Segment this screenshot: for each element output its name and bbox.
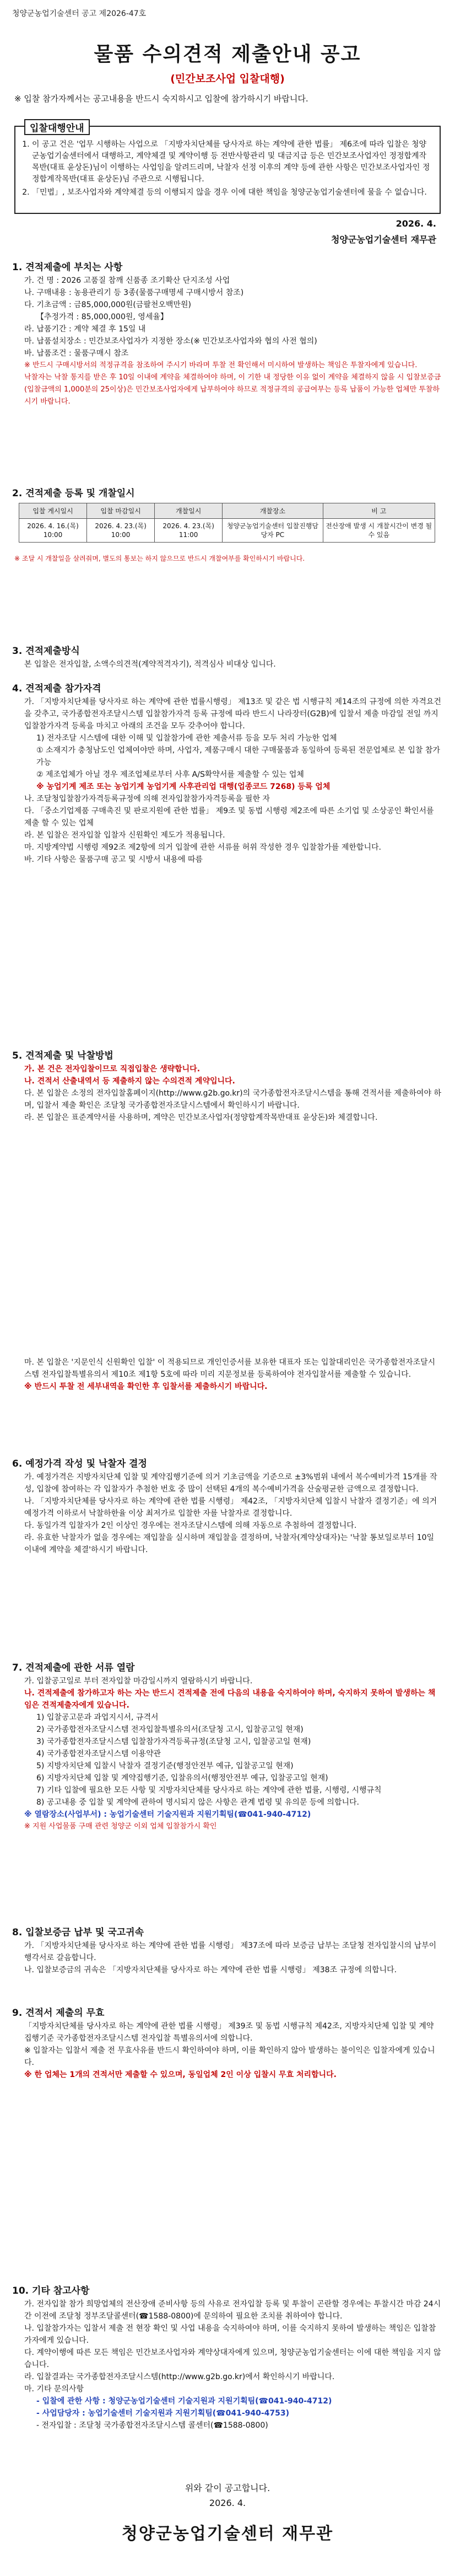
section-2-note: ※ 조달 시 개찰일을 살려줘며, 별도의 통보는 하지 않으므로 반드시 개찰여부를 확인하시기 바랍니다. — [14, 555, 305, 562]
sec4-line: 나. 조달청입찰참가자격등록규정에 의해 전자입찰참가자격등록을 필한 자 — [24, 795, 270, 803]
section-4-body — [14, 696, 442, 866]
sec9-line: ※ 입찰자는 입찰서 제출 전 무효사유를 반드시 확인하여야 하며, 이를 확인하지 않아 발생하는 불이익은 입찰자에게 있습니다. — [24, 2046, 435, 2067]
sec7-line: ※ 열람장소(사업부서) : 농업기술센터 기술지원과 지원기획팀(☎041-940-4712) — [24, 1810, 311, 1819]
section-9-body — [14, 2020, 442, 2081]
page-title: 물품 수의견적 제출안내 공고 — [94, 43, 361, 66]
table-header: 비 고 — [323, 503, 435, 519]
sec6-line: 다. 동일가격 입찰자가 2인 이상인 경우에는 전자조달시스템에 의해 자동으로 추첨하여 결정합니다. — [24, 1521, 357, 1530]
sec1-line: 마. 납품설치장소 : 민간보조사업자가 지정한 장소(※ 민간보조사업자와 협의 사전 협의) — [24, 337, 317, 346]
section-6-body — [14, 1471, 442, 1556]
sec4-line: 라. 본 입찰은 전자입찰 입찰자 신원확인 제도가 적용됩니다. — [24, 831, 225, 840]
sec6-line: 라. 유효한 낙찰자가 없을 경우에는 재입찰을 실시하며 재입찰을 결정하며, 낙찰자(계약상대자)는 '낙찰 통보일로부터 10일 이내에 계약을 체결'하시기 바랍니다. — [24, 1533, 435, 1554]
sec3-line: 본 입찰은 전자입찰, 소액수의견적(계약적격자기), 적격심사 비대상 입니다. — [24, 660, 276, 669]
sec4-line: 가. 「지방자치단체를 당사자로 하는 계약에 관한 법률시행령」 제13조 및 같은 법 시행규칙 제14조의 규정에 의한 자격요건을 갖추고, 국가종합전자조달시스템 입찰참가자격 등록 규정에 따라 반드시 나라장터(G2B)에 입찰서 제출 마감일 전일 까지 입찰참가자격 등록을 마치고 아래의 조건을 모두 갖추어야 합니다. — [24, 697, 441, 731]
sec10-line: 마. 기타 문의사항 — [24, 2385, 84, 2393]
section-1-body — [14, 275, 442, 408]
sec6-line: 나. 「지방자치단체를 당사자로 하는 계약에 관한 법률 시행령」 제42조, 「지방자치단체 입찰시 낙찰자 결정기준」에 의거 예정가격 이하로서 낙찰하한율 이상 최저가로 입찰한 자를 낙찰자로 결정합니다. — [24, 1497, 437, 1518]
closing-statement: 위와 같이 공고합니다. — [185, 2483, 270, 2493]
sec7-line: 6) 지방자치단체 입찰 및 계약집행기준, 입찰유의서(행정안전부 예규, 입찰공고일 현재) — [36, 1774, 328, 1783]
sec7-line: 5) 지방자치단체 입찰시 낙찰자 결정기준(행정안전부 예규, 입찰공고일 현재) — [36, 1762, 294, 1770]
section-4-title: 4. 견적제출 참가자격 — [12, 683, 101, 694]
sec5-note: ※ 반드시 투찰 전 세부내역을 확인한 후 입찰서를 제출하시기 바랍니다. — [24, 1382, 268, 1391]
sec7-line: 1) 입찰공고문과 과업지시서, 규격서 — [36, 1713, 159, 1722]
sec4-line: 마. 지방계약법 시행령 제92조 제2항에 의거 입찰에 관한 서류를 허위 작성한 경우 입찰참가를 제한합니다. — [24, 843, 381, 852]
section-5-after — [14, 1356, 442, 1393]
sec9-line: 「지방자치단체를 당사자로 하는 계약에 관한 법률 시행령」 제39조 및 동법 시행규칙 제42조, 지방자치단체 입찰 및 계약 집행기준 국가종합전자조달시스템 전자입찰 특별유의서에 의합니다. — [24, 2022, 434, 2043]
sec6-line: 가. 예정가격은 지방자치단체 입찰 및 계약집행기준에 의거 기초금액을 기준으로 ±3%범위 내에서 복수예비가격 15개를 작성, 입찰에 참여하는 각 입찰자가 추첨한 번호 중 많이 선택된 4개의 복수예비가격을 산술평균한 금액으로 결정합니다. — [24, 1473, 437, 1494]
sec1-line: 바. 납품조건 : 물품구매시 참조 — [24, 349, 129, 358]
sec5-line: 나. 견적서 산출내역서 등 제출하지 않는 수의견적 계약입니다. — [24, 1077, 235, 1086]
sec9-line: ※ 한 업체는 1개의 견적서만 제출할 수 있으며, 동일업체 2인 이상 입찰시 무효 처리합니다. — [24, 2070, 337, 2079]
sec5-line: 라. 본 입찰은 표준계약서를 사용하며, 계약은 민간보조사업자(정양합계작목반대표 윤상돈)와 체결합니다. — [24, 1113, 378, 1122]
table-header: 입찰 게시일시 — [19, 503, 87, 519]
section-1-title: 1. 견적제출에 부치는 사항 — [12, 262, 123, 273]
section-9-title: 9. 견적서 제출의 무효 — [12, 2008, 105, 2019]
sec4-line: 1) 전자조달 시스템에 대한 이해 및 입찰참가에 관한 제출서류 등을 모두 처리 가능한 업체 — [36, 734, 337, 743]
sec7-line: 2) 국가종합전자조달시스템 전자입찰특별유의서(조달청 고시, 입찰공고일 현재) — [36, 1725, 304, 1734]
sec7-line: 3) 국가종합전자조달시스템 입찰참가자격등록규정(조달청 고시, 입찰공고일 현재) — [36, 1737, 311, 1746]
notice-label: 입찰대행안내 — [24, 119, 90, 135]
sec7-line: ※ 지원 사업물품 구매 관련 청양군 이외 업체 입찰참가시 확인 — [24, 1822, 217, 1831]
sec1-line: 【추정가격 : 85,000,000원, 영세율】 — [36, 313, 168, 321]
table-cell: 청양군농업기술센터 입찰진행담당자 PC — [223, 519, 323, 543]
notice-date: 2026. 4. — [396, 218, 436, 229]
sec4-line: ① 소재지가 충청남도인 업체여야만 하며, 사업자, 제품구매시 대한 구매물품과 동일하여 등록된 전문업체로 본 입찰 참가 가능 — [36, 746, 440, 767]
sec5-after-line: 마. 본 입찰은 '지문인식 신원확인 입찰' 이 적용되므로 개인인증서를 보유한 대표자 또는 입찰대리인은 국가종합전자조달시스템 전자입찰특별유의서 제10조 제1항 5호에 따라 미리 지문정보를 등록하여야 전자입찰서를 제출할 수 있습니다. — [24, 1358, 436, 1379]
sec5-line: 가. 본 건은 전자입찰이므로 직접입찰은 생략합니다. — [24, 1065, 201, 1074]
section-5-title: 5. 견적제출 및 낙찰방법 — [12, 1050, 113, 1061]
intro-text: ※ 입찰 참가자께서는 공고내용을 반드시 숙지하시고 입찰에 참가하시기 바랍니다. — [14, 94, 308, 104]
section-7-title: 7. 견적제출에 관한 서류 열람 — [12, 1662, 135, 1673]
sec1-line: 다. 기초금액 : 금85,000,000원(금팔천오백만원) — [24, 300, 191, 309]
section-10-body — [14, 2298, 442, 2432]
section-7-body — [14, 1675, 442, 1833]
sec10-line: 다. 계약이행에 따른 모든 책임은 민간보조사업자와 계약상대자에게 있으며, 청양군농업기술센터는 이에 대한 책임을 지지 않습니다. — [24, 2348, 441, 2369]
sec4-line: ※ 농업기계 제조 또는 농업기계 농업기계 사후관리업 대행(업종코드 7268) 등록 업체 — [36, 782, 331, 791]
table-header: 입찰 마감일시 — [87, 503, 155, 519]
sec1-line: 라. 납품기간 : 계약 체결 후 15일 내 — [24, 325, 146, 334]
table-cell: 2026. 4. 23.(목) 10:00 — [87, 519, 155, 543]
sec10-line: 가. 전자입찰 참가 희망업체의 전산장애 준비사항 등의 사유로 전자입찰 등록 및 투찰이 곤란할 경우에는 투찰시간 마감 24시간 이전에 조달청 정부조달콜센터(☎1588-0800)에 문의하여 필요한 조치를 취하여야 합니다. — [24, 2300, 441, 2321]
sec7-line: 나. 견적제출에 참가하고자 하는 자는 반드시 견적제출 전에 다음의 내용을 숙지하여야 하며, 숙지하지 못하여 발생하는 책임은 견적제출자에게 있습니다. — [24, 1689, 436, 1710]
table-header: 개찰장소 — [223, 503, 323, 519]
sec1-line: 가. 건 명 : 2026 고품질 참깨 신품종 조기확산 단지조성 사업 — [24, 276, 230, 285]
footer-date: 2026. 4. — [209, 2498, 246, 2508]
table-cell: 2026. 4. 16.(목) 10:00 — [19, 519, 87, 543]
section-2-title: 2. 견적제출 등록 및 개찰일시 — [12, 488, 135, 499]
sec1-line: 낙찰자는 낙찰 통지를 받은 후 10일 이내에 계약을 체결하여야 하며, 이 기한 내 정당한 이유 없이 계약을 체결하지 않을 시 입찰보증금(입찰금액의 1,000분의 25이상)은 민간보조사업자에게 납부하여야 하므로 적정규격의 공급여부는 등록 납품이 가능한 업체만 투찰하시기 바랍니다. — [24, 373, 441, 406]
section-3-title: 3. 견적제출방식 — [12, 646, 80, 657]
document-number: 청양군농업기술센터 공고 제2026-47호 — [12, 9, 147, 18]
section-8-body — [14, 1940, 442, 1976]
notice-org: 청양군농업기술센터 재무관 — [331, 234, 436, 245]
table-cell: 전산장애 발생 시 개찰시간이 변경 될 수 있음 — [323, 519, 435, 543]
sec8-line: 나. 입찰보증금의 귀속은 「지방자치단체를 당사자로 하는 계약에 관한 법률 시행령」 제38조 규정에 의합니다. — [24, 1966, 397, 1974]
sec10-line: 나. 입찰참가자는 입찰서 제출 전 현장 확인 및 사업 내용을 숙지하여야 하며, 이를 숙지하지 못하여 발생하는 책임은 입찰참가자에게 있습니다. — [24, 2324, 436, 2345]
notice-item: 2. 「민법」, 보조사업자와 계약체결 등의 이행되지 않을 경우 이에 대한 책임을 청양군농업기술센터에 물을 수 없습니다. — [32, 187, 432, 198]
sec4-line: ② 제조업체가 아닐 경우 제조업체로부터 사후 A/S확약서를 제출할 수 있는 업체 — [36, 770, 304, 779]
section-6-title: 6. 예정가격 작성 및 낙찰자 결정 — [12, 1458, 147, 1469]
sec5-line: 다. 본 입찰은 소정의 전자입찰홈페이지(http://www.g2b.go.kr)의 국가종합전자조달시스템을 통해 견적서를 제출하여야 하며, 입찰서 제출 확인은 조달청 국가종합전자조달시스템에서 확인하시기 바랍니다. — [24, 1089, 441, 1110]
sec4-line: 다. 「중소기업제품 구매촉진 및 판로지원에 관한 법률」 제9조 및 동법 시행령 제2조에 따른 소기업 및 소상공인 확인서를 제출 할 수 있는 업체 — [24, 807, 434, 828]
sec1-line: 나. 구매내용 : 농용관리기 등 3종(물품구매명세 구매시방서 참조) — [24, 288, 244, 297]
sec7-line: 7) 기타 입찰에 필요한 모든 사항 및 지방자치단체를 당사자로 하는 계약에 관한 법률, 시행령, 시행규칙 — [36, 1786, 382, 1795]
table-header: 개찰일시 — [155, 503, 223, 519]
section-5-body — [14, 1063, 442, 1124]
section-3-body — [14, 658, 442, 670]
table-cell: 2026. 4. 23.(목) 11:00 — [155, 519, 223, 543]
sec10-line: 라. 입찰결과는 국가종합전자조달시스템(http://www.g2b.go.kr)에서 확인하시기 바랍니다. — [24, 2373, 335, 2381]
notice-box — [14, 123, 441, 214]
sec10-line: - 입찰에 관한 사항 : 청양군농업기술센터 기술지원과 지원기획팀(☎041-940-4712) — [36, 2397, 332, 2406]
footer-signature: 청양군농업기술센터 재무관 — [121, 2524, 334, 2543]
schedule-table — [19, 503, 435, 543]
sec7-line: 가. 입찰공고일로 부터 전자입찰 마감일시까지 열람하시기 바랍니다. — [24, 1677, 253, 1686]
section-8-title: 8. 입찰보증금 납부 및 국고귀속 — [12, 1927, 144, 1938]
sec7-line: 8) 공고내용 중 입찰 및 계약에 관하여 명시되지 않은 사항은 관계 법령 및 유의문 등에 의합니다. — [36, 1798, 359, 1807]
sec4-line: 바. 기타 사항은 물품구매 공고 및 시방서 내용에 따름 — [24, 855, 203, 864]
sec10-line: - 전자입찰 : 조달청 국가종합전자조달시스템 콜센터(☎1588-0800) — [36, 2421, 268, 2430]
table-row — [19, 519, 435, 543]
sec8-line: 가. 「지방자치단체를 당사자로 하는 계약에 관한 법률 시행령」 제37조에 따라 보증금 납부는 조달청 전자입찰시의 납부이행각서로 갈음합니다. — [24, 1941, 437, 1962]
section-10-title: 10. 기타 참고사항 — [12, 2285, 90, 2296]
notice-item: 1. 이 공고 건은 '업무 시행하는 사업으로 「지방자치단체를 당사자로 하는 계약에 관한 법률」 제6조에 따라 입찰은 청양군농업기술센터에서 대행하고, 계약체결 및 계약이행 등 전반사항관리 및 대금지급 등은 민간보조사업자인 정정합계작목반(대표 윤상돈)님이 이행하는 사업임을 알려드리며, 낙찰자 선정 이후의 계약 등에 관한 사항은 민간보조사업자인 정정합계작목반(대표 윤상돈)님 주관으로 시행됩니다. — [32, 139, 432, 185]
page-subtitle: (민간보조사업 입찰대행) — [170, 73, 285, 85]
sec10-line: - 사업담당자 : 농업기술센터 기술지원과 지원기획팀(☎041-940-4753) — [36, 2409, 290, 2418]
sec7-line: 4) 국가종합전자조달시스템 이용약관 — [36, 1749, 161, 1758]
sec1-line: ※ 반드시 구매시방서의 적정규격을 참조하여 주시기 바라며 투찰 전 확인해서 미시하여 발생하는 책임은 투찰자에게 있습니다. — [24, 361, 418, 369]
